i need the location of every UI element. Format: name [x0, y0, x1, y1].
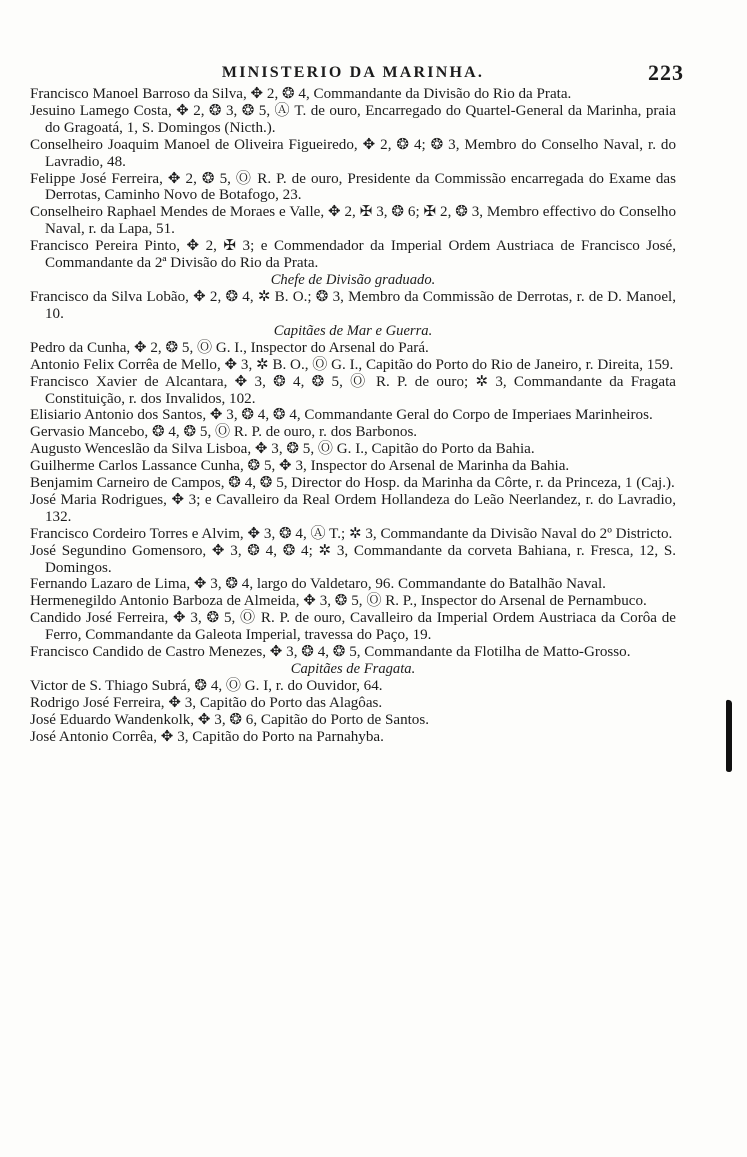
officer-entry: Francisco da Silva Lobão, ✥ 2, ❂ 4, ✲ B. O.; ❂ 3, Membro da Commissão de Derrotas, r. de D. Manoel, 10. — [30, 288, 676, 322]
officer-entry: Hermenegildo Antonio Barboza de Almeida, ✥ 3, ❂ 5, Ⓞ R. P., Inspector do Arsenal de Pernambuco. — [30, 593, 647, 610]
officer-entry: Francisco Candido de Castro Menezes, ✥ 3, ❂ 4, ❂ 5, Commandante da Flotilha de Matto-Grosso. — [30, 644, 631, 661]
officer-entry: Gervasio Mancebo, ❂ 4, ❂ 5, Ⓞ R. P. de ouro, r. dos Barbonos. — [30, 424, 418, 441]
page-number: 223 — [648, 60, 684, 85]
section-heading: Capitães de Mar e Guerra. — [273, 322, 433, 339]
officer-entry: Rodrigo José Ferreira, ✥ 3, Capitão do Porto das Alagôas. — [30, 694, 383, 711]
officer-entry: Conselheiro Joaquim Manoel de Oliveira Figueiredo, ✥ 2, ❂ 4; ❂ 3, Membro do Conselho Naval, r. do Lavradio, 48. — [30, 136, 676, 170]
officer-entry: Francisco Manoel Barroso da Silva, ✥ 2, ❂ 4, Commandante da Divisão do Rio da Prata. — [30, 86, 572, 102]
officer-entry: Jesuino Lamego Costa, ✥ 2, ❂ 3, ❂ 5, Ⓐ T. de ouro, Encarregado do Quartel-General da Marinha, praia do Gragoatá, 1, S. Domingos (Nicth.). — [30, 102, 676, 136]
officer-entry: José Segundino Gomensoro, ✥ 3, ❂ 4, ❂ 4; ✲ 3, Commandante da corveta Bahiana, r. Fresca, 12, S. Domingos. — [30, 542, 676, 576]
officer-entry: Fernando Lazaro de Lima, ✥ 3, ❂ 4, largo do Valdetaro, 96. Commandante do Batalhão Naval. — [30, 576, 606, 593]
officer-entry: Benjamim Carneiro de Campos, ❂ 4, ❂ 5, Director do Hosp. da Marinha da Côrte, r. da Princeza, 1 (Caj.). — [30, 475, 675, 492]
officer-entry: Pedro da Cunha, ✥ 2, ❂ 5, Ⓞ G. I., Inspector do Arsenal do Pará. — [30, 339, 429, 356]
officer-entry: Candido José Ferreira, ✥ 3, ❂ 5, Ⓞ R. P. de ouro, Cavalleiro da Imperial Ordem Austriaca da Corôa de Ferro, Commandante da Galeota Imperial, travessa do Paço, 19. — [30, 610, 676, 644]
officer-entry: Victor de S. Thiago Subrá, ❂ 4, Ⓞ G. I, r. do Ouvidor, 64. — [30, 678, 383, 694]
officer-entry: José Maria Rodrigues, ✥ 3; e Cavalleiro da Real Ordem Hollandeza do Leão Neerlandez, r. do Lavradio, 132. — [30, 491, 676, 525]
officer-entry: Augusto Wenceslão da Silva Lisboa, ✥ 3, ❂ 5, Ⓞ G. I., Capitão do Porto da Bahia. — [30, 441, 535, 458]
running-title: MINISTERIO DA MARINHA. — [221, 64, 485, 81]
section-heading: Chefe de Divisão graduado. — [270, 271, 436, 288]
officer-entry: Guilherme Carlos Lassance Cunha, ❂ 5, ✥ 3, Inspector do Arsenal de Marinha da Bahia. — [30, 458, 570, 475]
document-page — [30, 46, 684, 746]
page-edge-mark — [726, 700, 732, 773]
officer-entry: Francisco Xavier de Alcantara, ✥ 3, ❂ 4, ❂ 5, Ⓞ R. P. de ouro; ✲ 3, Commandante da Fragata Constituição, r. dos Invalidos, 102. — [30, 373, 676, 407]
page-header — [30, 46, 684, 85]
officer-entry: Elisiario Antonio dos Santos, ✥ 3, ❂ 4, ❂ 4, Commandante Geral do Corpo de Imperiaes Marinheiros. — [30, 407, 653, 424]
officer-entry: Francisco Cordeiro Torres e Alvim, ✥ 3, ❂ 4, Ⓐ T.; ✲ 3, Commandante da Divisão Naval do 2º Districto. — [30, 525, 673, 542]
section-heading: Capitães de Fragata. — [290, 661, 416, 677]
officer-entry: Francisco Pereira Pinto, ✥ 2, ✠ 3; e Commendador da Imperial Ordem Austriaca de Francisco José, Commandante da 2ª Divisão do Rio da Prata. — [30, 238, 676, 272]
entry-list — [30, 86, 676, 746]
officer-entry: Felippe José Ferreira, ✥ 2, ❂ 5, Ⓞ R. P. de ouro, Presidente da Commissão encarregada do Exame das Derrotas, Caminho Novo de Botafogo, 23. — [30, 170, 676, 204]
officer-entry: Antonio Felix Corrêa de Mello, ✥ 3, ✲ B. O., Ⓞ G. I., Capitão do Porto do Rio de Janeiro, r. Direita, 159. — [30, 356, 674, 373]
officer-entry: José Antonio Corrêa, ✥ 3, Capitão do Porto na Parnahyba. — [30, 728, 384, 745]
officer-entry: Conselheiro Raphael Mendes de Moraes e Valle, ✥ 2, ✠ 3, ❂ 6; ✠ 2, ❂ 3, Membro effectivo do Conselho Naval, r. da Lapa, 51. — [30, 204, 676, 238]
officer-entry: José Eduardo Wandenkolk, ✥ 3, ❂ 6, Capitão do Porto de Santos. — [30, 711, 430, 728]
